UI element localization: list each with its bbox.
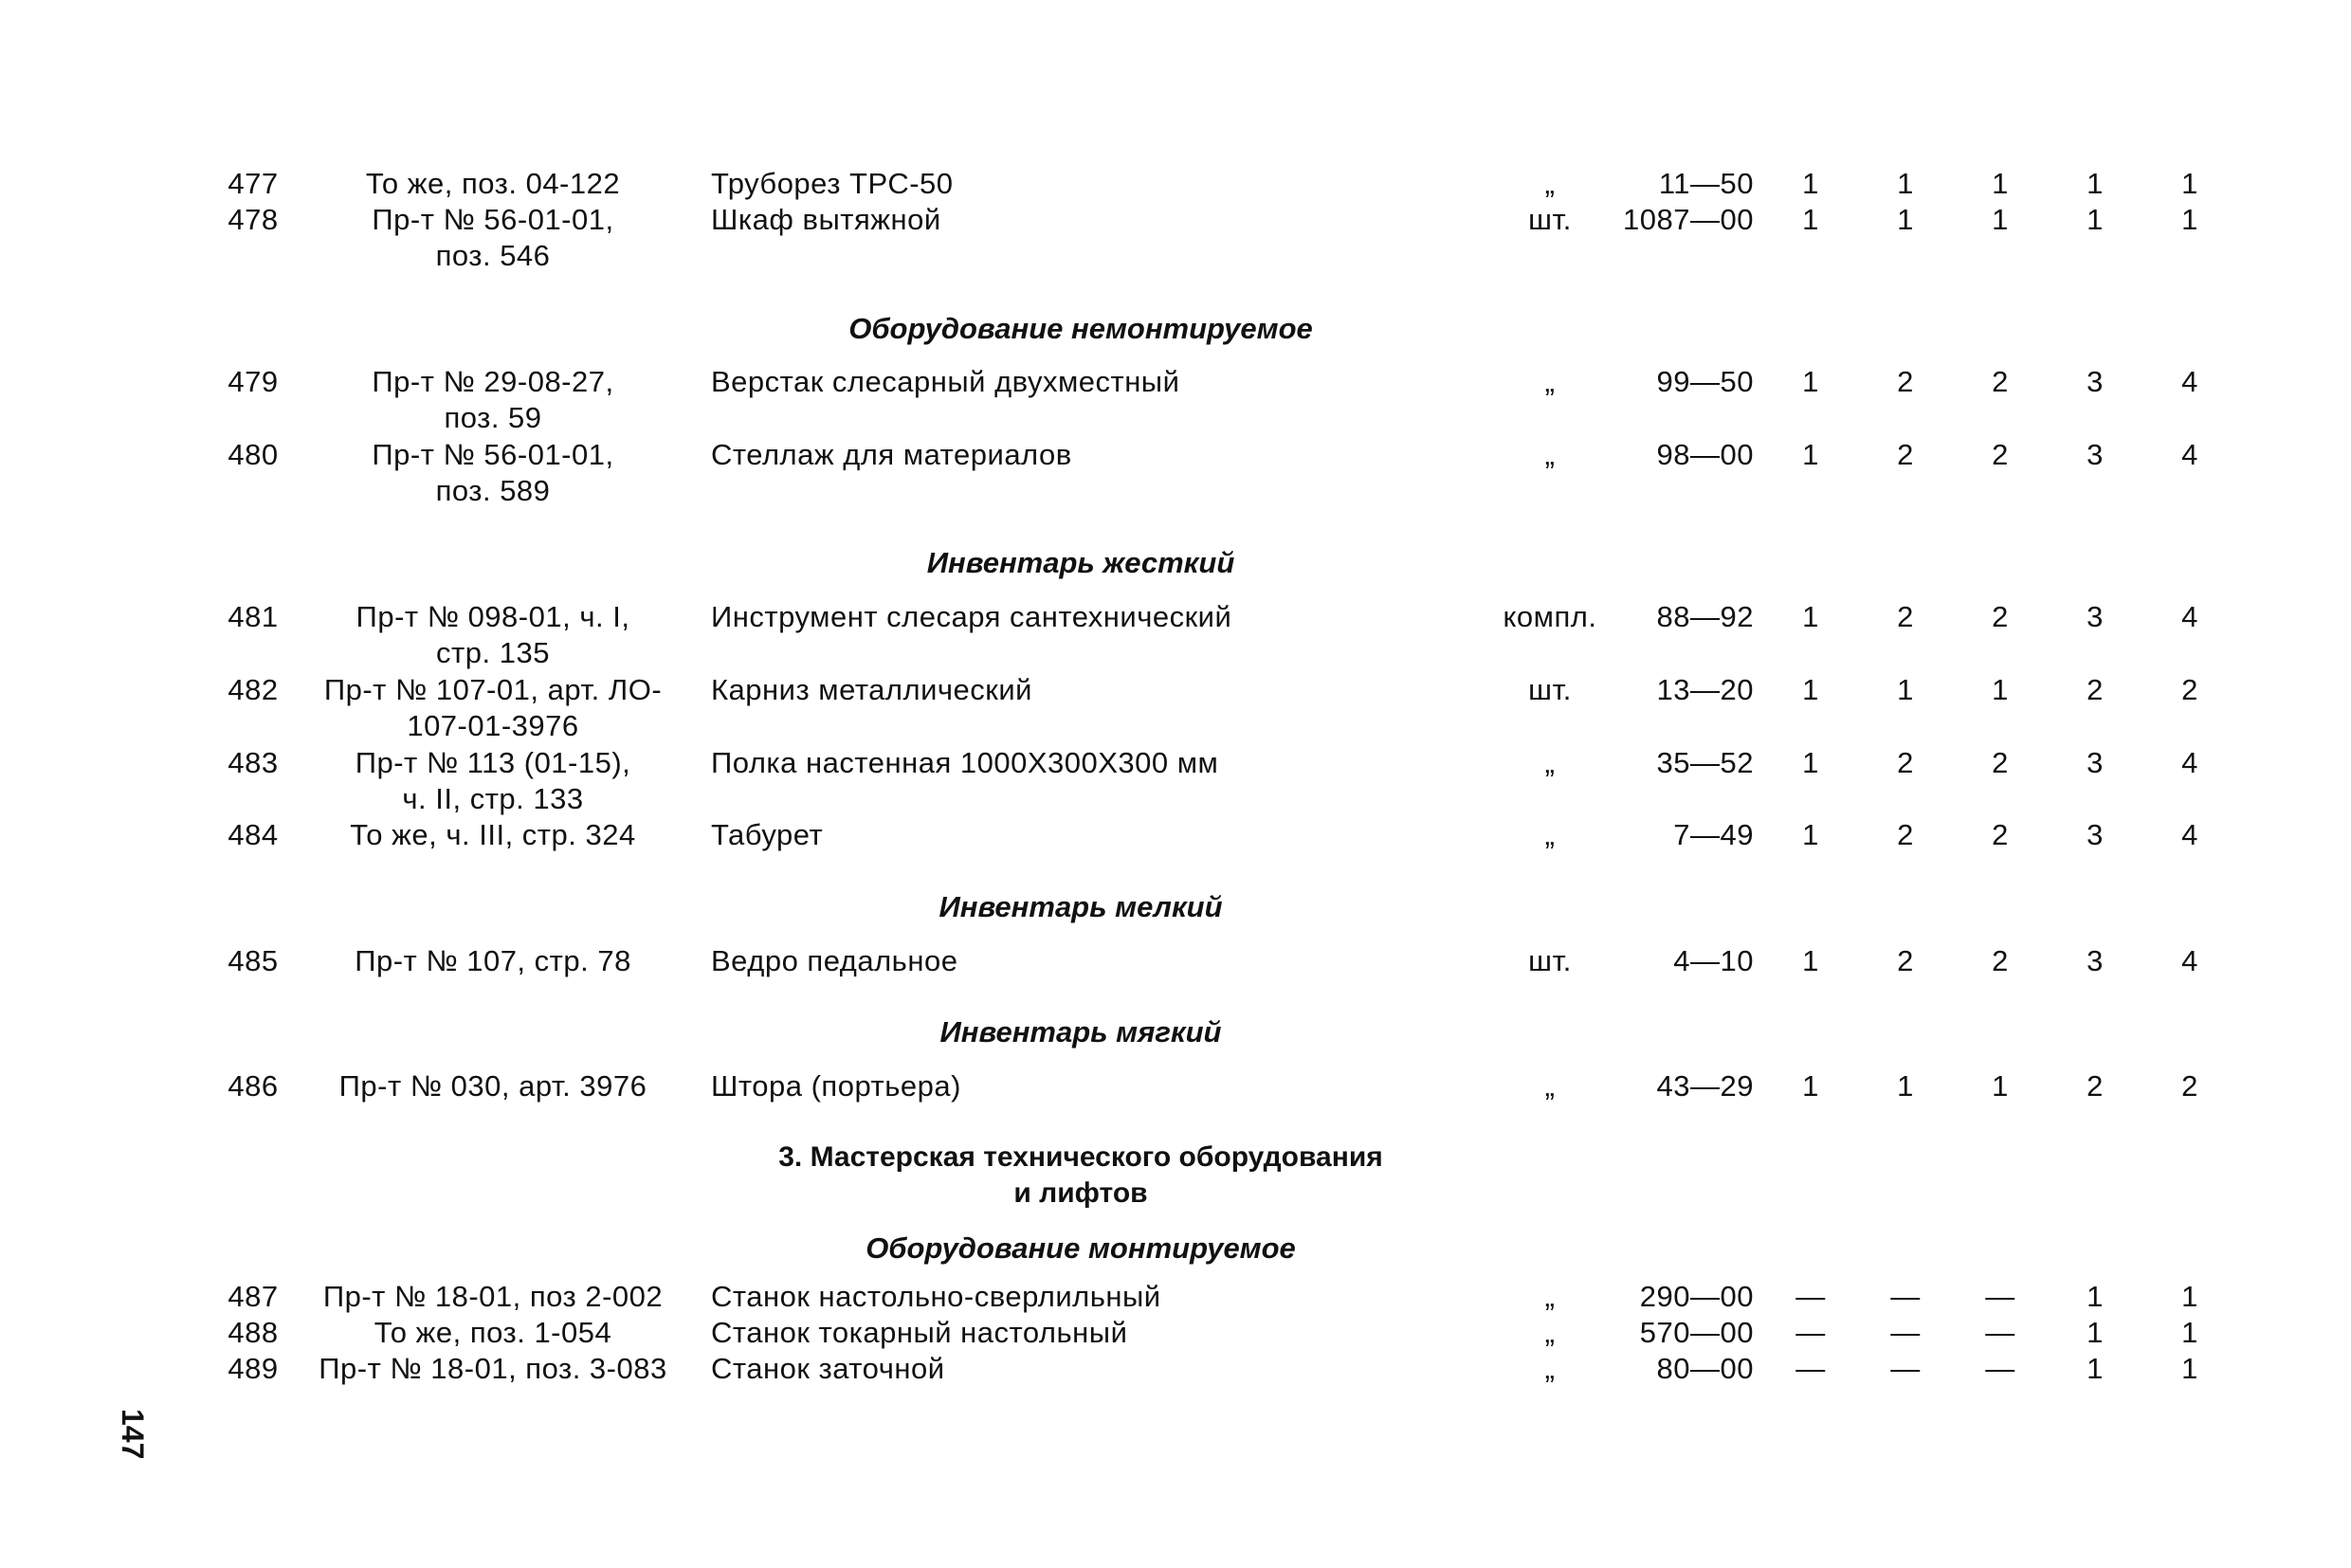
quantity-2: — (1890, 1316, 1921, 1349)
quantity-5: 4 (2181, 944, 2198, 977)
quantity-3: — (1985, 1352, 2015, 1385)
source-reference: Пр-т № 18-01, поз. 3-083 (319, 1352, 667, 1385)
item-name: Труборез ТРС-50 (711, 167, 954, 200)
quantity-1: — (1795, 1280, 1826, 1313)
row-number: 482 (228, 673, 279, 706)
unit: „ (1544, 365, 1556, 398)
quantity-4: 1 (2087, 1352, 2104, 1385)
price: 1087—00 (1623, 203, 1754, 236)
source-reference-cont: 107-01-3976 (407, 709, 579, 742)
quantity-4: 1 (2087, 203, 2104, 236)
table-row (0, 599, 2351, 669)
row-number: 487 (228, 1280, 279, 1313)
row-number: 483 (228, 746, 279, 779)
price: 11—50 (1658, 167, 1754, 200)
quantity-3: — (1985, 1316, 2015, 1349)
quantity-5: 2 (2181, 1069, 2198, 1103)
quantity-1: 1 (1802, 746, 1819, 779)
item-name: Штора (портьера) (711, 1069, 961, 1103)
row-number: 480 (228, 438, 279, 471)
quantity-4: 2 (2087, 1069, 2104, 1103)
row-number: 484 (228, 818, 279, 851)
item-name: Ведро педальное (711, 944, 958, 977)
source-reference: Пр-т № 56-01-01, (372, 438, 614, 471)
table-row (0, 364, 2351, 434)
quantity-5: 1 (2181, 203, 2198, 236)
quantity-4: 3 (2087, 600, 2104, 633)
quantity-5: 4 (2181, 600, 2198, 633)
price: 13—20 (1656, 673, 1754, 706)
quantity-1: 1 (1802, 365, 1819, 398)
item-name: Стеллаж для материалов (711, 438, 1072, 471)
quantity-5: 1 (2181, 1352, 2198, 1385)
item-name: Шкаф вытяжной (711, 203, 941, 236)
quantity-5: 1 (2181, 167, 2198, 200)
section-title-line-2: и лифтов (1013, 1177, 1148, 1209)
price: 98—00 (1656, 438, 1754, 471)
quantity-1: 1 (1802, 203, 1819, 236)
quantity-1: — (1795, 1316, 1826, 1349)
table-row (0, 1351, 2351, 1387)
source-reference: Пр-т № 113 (01-15), (355, 746, 631, 779)
quantity-2: 2 (1897, 600, 1914, 633)
quantity-4: 3 (2087, 365, 2104, 398)
quantity-5: 4 (2181, 746, 2198, 779)
table-row (0, 166, 2351, 202)
unit: „ (1544, 1352, 1556, 1385)
quantity-3: 2 (1992, 600, 2009, 633)
quantity-3: 2 (1992, 944, 2009, 977)
quantity-2: 2 (1897, 818, 1914, 851)
quantity-2: 1 (1897, 167, 1914, 200)
quantity-3: 1 (1992, 673, 2009, 706)
item-name: Станок токарный настольный (711, 1316, 1128, 1349)
price: 290—00 (1639, 1280, 1754, 1313)
table-row (0, 437, 2351, 507)
quantity-2: 1 (1897, 203, 1914, 236)
row-number: 486 (228, 1069, 279, 1103)
quantity-4: 3 (2087, 944, 2104, 977)
quantity-5: 4 (2181, 818, 2198, 851)
source-reference: Пр-т № 18-01, поз 2-002 (322, 1280, 664, 1313)
quantity-2: 1 (1897, 673, 1914, 706)
source-reference: Пр-т № 098-01, ч. I, (355, 600, 630, 633)
price: 7—49 (1673, 818, 1754, 851)
source-reference: То же, ч. III, стр. 324 (350, 818, 636, 851)
quantity-2: — (1890, 1280, 1921, 1313)
source-reference: Пр-т № 107-01, арт. ЛО- (323, 673, 663, 706)
quantity-3: 2 (1992, 438, 2009, 471)
page-number: 147 (116, 1409, 150, 1460)
quantity-3: 2 (1992, 818, 2009, 851)
quantity-5: 1 (2181, 1316, 2198, 1349)
quantity-5: 4 (2181, 438, 2198, 471)
item-name: Инструмент слесаря сантехнический (711, 600, 1232, 633)
item-name: Табурет (711, 818, 824, 851)
quantity-2: 2 (1897, 746, 1914, 779)
unit: компл. (1503, 600, 1597, 633)
price: 570—00 (1639, 1316, 1754, 1349)
source-reference-cont: стр. 135 (436, 636, 550, 669)
unit: „ (1544, 438, 1556, 471)
quantity-4: 1 (2087, 1316, 2104, 1349)
row-number: 488 (228, 1316, 279, 1349)
quantity-3: 1 (1992, 1069, 2009, 1103)
unit: „ (1544, 818, 1556, 851)
quantity-4: 1 (2087, 167, 2104, 200)
quantity-1: 1 (1802, 600, 1819, 633)
price: 80—00 (1656, 1352, 1754, 1385)
item-name: Станок настольно-сверлильный (711, 1280, 1161, 1313)
source-reference: Пр-т № 29-08-27, (372, 365, 614, 398)
table-row (0, 202, 2351, 272)
subheading-mounted-equipment: Оборудование монтируемое (866, 1231, 1296, 1265)
table-row (0, 1315, 2351, 1351)
subheading-soft-inventory: Инвентарь мягкий (939, 1015, 1222, 1048)
table-row (0, 745, 2351, 815)
quantity-1: 1 (1802, 438, 1819, 471)
unit: шт. (1528, 944, 1572, 977)
unit: „ (1544, 1280, 1556, 1313)
price: 43—29 (1656, 1069, 1754, 1103)
unit: „ (1544, 167, 1556, 200)
row-number: 481 (228, 600, 279, 633)
unit: шт. (1528, 203, 1572, 236)
quantity-5: 2 (2181, 673, 2198, 706)
quantity-3: 1 (1992, 203, 2009, 236)
quantity-1: 1 (1802, 1069, 1819, 1103)
price: 35—52 (1656, 746, 1754, 779)
subheading-non-mounted-equipment: Оборудование немонтируемое (848, 312, 1313, 345)
quantity-1: — (1795, 1352, 1826, 1385)
table-row (0, 943, 2351, 979)
table-row (0, 672, 2351, 742)
quantity-1: 1 (1802, 167, 1819, 200)
quantity-4: 3 (2087, 438, 2104, 471)
table-row (0, 817, 2351, 853)
price: 4—10 (1673, 944, 1754, 977)
quantity-4: 1 (2087, 1280, 2104, 1313)
row-number: 477 (228, 167, 279, 200)
source-reference-cont: поз. 546 (435, 239, 551, 272)
item-name: Карниз металлический (711, 673, 1032, 706)
source-reference: То же, поз. 04-122 (365, 167, 621, 200)
quantity-2: 2 (1897, 365, 1914, 398)
row-number: 478 (228, 203, 279, 236)
table-row (0, 1279, 2351, 1315)
quantity-5: 4 (2181, 365, 2198, 398)
quantity-2: 1 (1897, 1069, 1914, 1103)
source-reference: То же, поз. 1-054 (374, 1316, 612, 1349)
item-name: Станок заточной (711, 1352, 945, 1385)
quantity-3: — (1985, 1280, 2015, 1313)
source-reference-cont: ч. II, стр. 133 (402, 782, 584, 815)
quantity-3: 2 (1992, 746, 2009, 779)
price: 99—50 (1656, 365, 1754, 398)
subheading-hard-inventory: Инвентарь жесткий (926, 546, 1235, 579)
section-title-line-1: 3. Мастерская технического оборудования (778, 1141, 1383, 1173)
source-reference: Пр-т № 56-01-01, (372, 203, 614, 236)
unit: „ (1544, 1069, 1556, 1103)
row-number: 489 (228, 1352, 279, 1385)
source-reference-cont: поз. 59 (444, 401, 542, 434)
quantity-4: 3 (2087, 746, 2104, 779)
item-name: Верстак слесарный двухместный (711, 365, 1180, 398)
source-reference: Пр-т № 030, арт. 3976 (338, 1069, 647, 1103)
quantity-3: 2 (1992, 365, 2009, 398)
quantity-1: 1 (1802, 944, 1819, 977)
source-reference: Пр-т № 107, стр. 78 (355, 944, 631, 977)
quantity-2: 2 (1897, 438, 1914, 471)
quantity-2: — (1890, 1352, 1921, 1385)
item-name: Полка настенная 1000Х300Х300 мм (711, 746, 1219, 779)
unit: „ (1544, 746, 1556, 779)
quantity-1: 1 (1802, 673, 1819, 706)
unit: „ (1544, 1316, 1556, 1349)
quantity-4: 2 (2087, 673, 2104, 706)
quantity-1: 1 (1802, 818, 1819, 851)
table-row (0, 1068, 2351, 1104)
quantity-4: 3 (2087, 818, 2104, 851)
row-number: 479 (228, 365, 279, 398)
unit: шт. (1528, 673, 1572, 706)
subheading-small-inventory: Инвентарь мелкий (939, 890, 1223, 923)
quantity-2: 2 (1897, 944, 1914, 977)
row-number: 485 (228, 944, 279, 977)
source-reference-cont: поз. 589 (435, 474, 551, 507)
quantity-3: 1 (1992, 167, 2009, 200)
quantity-5: 1 (2181, 1280, 2198, 1313)
price: 88—92 (1656, 600, 1754, 633)
